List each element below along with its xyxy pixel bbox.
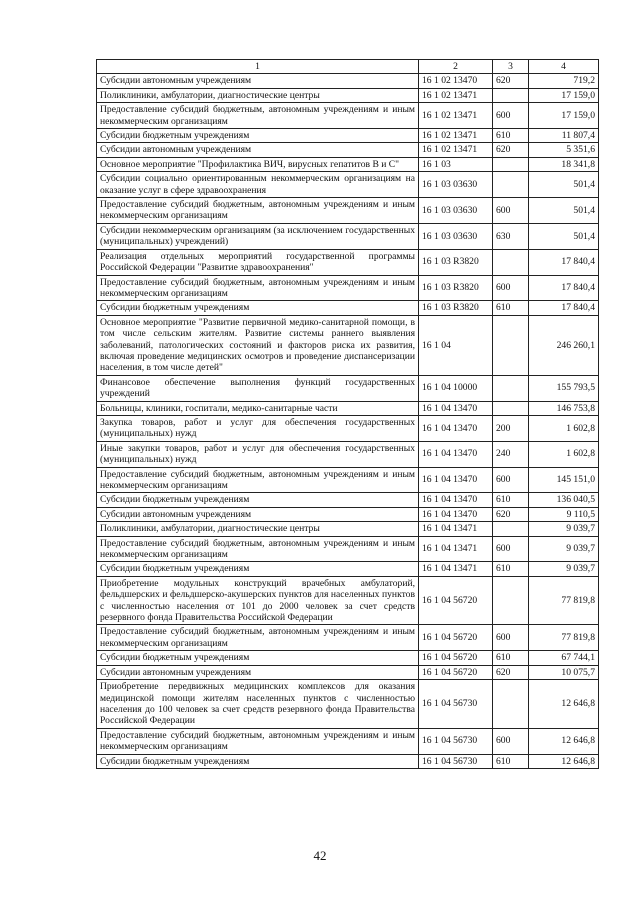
row-amount: 10 075,7 — [529, 665, 599, 679]
row-expense-type: 610 — [493, 129, 529, 143]
row-amount: 246 260,1 — [529, 315, 599, 375]
row-name: Основное мероприятие "Профилактика ВИЧ, вирусных гепатитов В и С" — [97, 157, 419, 171]
row-name: Субсидии автономным учреждениям — [97, 74, 419, 88]
row-code: 16 1 04 13471 — [419, 536, 493, 562]
header-col-3: 3 — [493, 60, 529, 74]
table-row — [97, 415, 599, 441]
header-col-2: 2 — [419, 60, 493, 74]
row-expense-type: 600 — [493, 103, 529, 129]
row-expense-type: 600 — [493, 198, 529, 224]
row-code: 16 1 03 03630 — [419, 198, 493, 224]
row-amount: 5 351,6 — [529, 143, 599, 157]
table-row — [97, 754, 599, 768]
row-name: Субсидии бюджетным учреждениям — [97, 754, 419, 768]
row-name: Субсидии бюджетным учреждениям — [97, 301, 419, 315]
table-row — [97, 249, 599, 275]
row-name: Субсидии некоммерческим организациям (за исключением государственных (муниципальных) учреждений) — [97, 223, 419, 249]
table-row — [97, 129, 599, 143]
row-code: 16 1 04 10000 — [419, 375, 493, 401]
row-expense-type — [493, 249, 529, 275]
row-name: Субсидии бюджетным учреждениям — [97, 129, 419, 143]
row-expense-type — [493, 401, 529, 415]
row-name: Закупка товаров, работ и услуг для обеспечения государственных (муниципальных) нужд — [97, 415, 419, 441]
row-code: 16 1 03 — [419, 157, 493, 171]
table-row — [97, 88, 599, 102]
row-name: Финансовое обеспечение выполнения функций государственных учреждений — [97, 375, 419, 401]
table-row — [97, 103, 599, 129]
row-name: Поликлиники, амбулатории, диагностические центры — [97, 522, 419, 536]
row-code: 16 1 04 13471 — [419, 522, 493, 536]
table-row — [97, 665, 599, 679]
row-expense-type: 610 — [493, 493, 529, 507]
header-col-1: 1 — [97, 60, 419, 74]
row-expense-type — [493, 576, 529, 625]
table-row — [97, 275, 599, 301]
table-row — [97, 536, 599, 562]
row-expense-type: 200 — [493, 415, 529, 441]
table-row — [97, 728, 599, 754]
row-expense-type: 600 — [493, 625, 529, 651]
row-name: Предоставление субсидий бюджетным, автономным учреждениям и иным некоммерческим организациям — [97, 275, 419, 301]
table-row — [97, 301, 599, 315]
row-amount: 17 840,4 — [529, 249, 599, 275]
row-code: 16 1 04 13470 — [419, 467, 493, 493]
row-amount: 136 040,5 — [529, 493, 599, 507]
row-expense-type: 620 — [493, 74, 529, 88]
row-name: Иные закупки товаров, работ и услуг для обеспечения государственных (муниципальных) нужд — [97, 441, 419, 467]
row-code: 16 1 04 13470 — [419, 401, 493, 415]
row-code: 16 1 02 13471 — [419, 88, 493, 102]
table-row — [97, 576, 599, 625]
row-amount: 17 159,0 — [529, 103, 599, 129]
table-row — [97, 562, 599, 576]
row-code: 16 1 04 56720 — [419, 625, 493, 651]
row-expense-type: 620 — [493, 665, 529, 679]
row-code: 16 1 04 — [419, 315, 493, 375]
row-amount: 18 341,8 — [529, 157, 599, 171]
row-name: Субсидии автономным учреждениям — [97, 143, 419, 157]
row-code: 16 1 03 03630 — [419, 223, 493, 249]
table-row — [97, 625, 599, 651]
row-code: 16 1 04 56730 — [419, 680, 493, 729]
row-expense-type — [493, 522, 529, 536]
row-amount: 12 646,8 — [529, 728, 599, 754]
row-expense-type — [493, 315, 529, 375]
row-expense-type: 600 — [493, 536, 529, 562]
row-name: Больницы, клиники, госпитали, медико-санитарные части — [97, 401, 419, 415]
row-code: 16 1 02 13471 — [419, 143, 493, 157]
row-code: 16 1 02 13471 — [419, 103, 493, 129]
row-expense-type: 610 — [493, 301, 529, 315]
row-name: Субсидии социально ориентированным некоммерческим организациям на оказание услуг в сфере здравоохранения — [97, 172, 419, 198]
row-name: Субсидии автономным учреждениям — [97, 507, 419, 521]
row-expense-type: 600 — [493, 728, 529, 754]
row-code: 16 1 04 13471 — [419, 562, 493, 576]
row-amount: 67 744,1 — [529, 651, 599, 665]
row-code: 16 1 04 13470 — [419, 415, 493, 441]
row-amount: 17 159,0 — [529, 88, 599, 102]
row-name: Предоставление субсидий бюджетным, автономным учреждениям и иным некоммерческим организациям — [97, 728, 419, 754]
row-amount: 9 039,7 — [529, 562, 599, 576]
table-row — [97, 522, 599, 536]
row-code: 16 1 04 13470 — [419, 507, 493, 521]
row-expense-type — [493, 172, 529, 198]
row-amount: 17 840,4 — [529, 275, 599, 301]
table-row — [97, 315, 599, 375]
row-expense-type: 610 — [493, 754, 529, 768]
table-row — [97, 74, 599, 88]
row-expense-type: 600 — [493, 467, 529, 493]
row-code: 16 1 04 56720 — [419, 665, 493, 679]
budget-table — [96, 59, 599, 769]
row-name: Предоставление субсидий бюджетным, автономным учреждениям и иным некоммерческим организациям — [97, 625, 419, 651]
row-name: Субсидии автономным учреждениям — [97, 665, 419, 679]
row-name: Предоставление субсидий бюджетным, автономным учреждениям и иным некоммерческим организациям — [97, 536, 419, 562]
row-expense-type: 630 — [493, 223, 529, 249]
table-row — [97, 375, 599, 401]
row-amount: 155 793,5 — [529, 375, 599, 401]
row-amount: 9 110,5 — [529, 507, 599, 521]
row-code: 16 1 04 56730 — [419, 754, 493, 768]
table-row — [97, 493, 599, 507]
row-code: 16 1 04 13470 — [419, 441, 493, 467]
row-amount: 77 819,8 — [529, 576, 599, 625]
row-expense-type — [493, 157, 529, 171]
row-amount: 11 807,4 — [529, 129, 599, 143]
table-row — [97, 223, 599, 249]
table-row — [97, 172, 599, 198]
row-amount: 9 039,7 — [529, 536, 599, 562]
row-name: Приобретение модульных конструкций врачебных амбулаторий, фельдшерских и фельдшерско-акушерских пунктов для населенных пунктов с численностью населения от 101 до 2000 человек за счет средств резервного фонда Правительства Российской Федерации — [97, 576, 419, 625]
table-row — [97, 467, 599, 493]
row-code: 16 1 02 13471 — [419, 129, 493, 143]
row-amount: 1 602,8 — [529, 415, 599, 441]
table-row — [97, 507, 599, 521]
row-name: Предоставление субсидий бюджетным, автономным учреждениям и иным некоммерческим организациям — [97, 467, 419, 493]
row-amount: 17 840,4 — [529, 301, 599, 315]
table-row — [97, 143, 599, 157]
table-row — [97, 651, 599, 665]
row-code: 16 1 04 13470 — [419, 493, 493, 507]
row-code: 16 1 03 03630 — [419, 172, 493, 198]
row-name: Предоставление субсидий бюджетным, автономным учреждениям и иным некоммерческим организациям — [97, 103, 419, 129]
row-code: 16 1 04 56730 — [419, 728, 493, 754]
table-row — [97, 680, 599, 729]
row-name: Субсидии бюджетным учреждениям — [97, 562, 419, 576]
row-name: Субсидии бюджетным учреждениям — [97, 493, 419, 507]
row-expense-type: 610 — [493, 651, 529, 665]
row-amount: 501,4 — [529, 198, 599, 224]
header-row — [97, 60, 599, 74]
row-code: 16 1 02 13470 — [419, 74, 493, 88]
row-name: Субсидии бюджетным учреждениям — [97, 651, 419, 665]
row-amount: 9 039,7 — [529, 522, 599, 536]
row-name: Предоставление субсидий бюджетным, автономным учреждениям и иным некоммерческим организациям — [97, 198, 419, 224]
row-expense-type: 240 — [493, 441, 529, 467]
page-number: 42 — [313, 848, 327, 863]
row-expense-type — [493, 375, 529, 401]
table-row — [97, 157, 599, 171]
header-col-4: 4 — [529, 60, 599, 74]
row-name: Реализация отдельных мероприятий государственной программы Российской Федерации "Развитие здравоохранения" — [97, 249, 419, 275]
row-expense-type — [493, 680, 529, 729]
row-amount: 719,2 — [529, 74, 599, 88]
row-expense-type — [493, 88, 529, 102]
row-amount: 501,4 — [529, 172, 599, 198]
row-code: 16 1 04 56720 — [419, 576, 493, 625]
row-amount: 501,4 — [529, 223, 599, 249]
row-name: Основное мероприятие "Развитие первичной медико-санитарной помощи, в том числе сельским жителям. Развитие системы раннего выявления заболеваний, патологических состояний и факторов риска их развития, включая проведение медицинских осмотров и проведение диспансеризации населения, в том числе детей" — [97, 315, 419, 375]
table-row — [97, 401, 599, 415]
table-row — [97, 198, 599, 224]
row-expense-type: 610 — [493, 562, 529, 576]
row-amount: 12 646,8 — [529, 754, 599, 768]
row-expense-type: 620 — [493, 143, 529, 157]
row-code: 16 1 04 56720 — [419, 651, 493, 665]
row-name: Приобретение передвижных медицинских комплексов для оказания медицинской помощи жителям населенных пунктов с численностью населения до 100 человек за счет средств резервного фонда Правительства Российской Федерации — [97, 680, 419, 729]
row-amount: 146 753,8 — [529, 401, 599, 415]
row-name: Поликлиники, амбулатории, диагностические центры — [97, 88, 419, 102]
row-expense-type: 620 — [493, 507, 529, 521]
row-code: 16 1 03 R3820 — [419, 249, 493, 275]
row-expense-type: 600 — [493, 275, 529, 301]
row-amount: 145 151,0 — [529, 467, 599, 493]
row-code: 16 1 03 R3820 — [419, 275, 493, 301]
row-amount: 12 646,8 — [529, 680, 599, 729]
row-amount: 1 602,8 — [529, 441, 599, 467]
row-code: 16 1 03 R3820 — [419, 301, 493, 315]
table-row — [97, 441, 599, 467]
row-amount: 77 819,8 — [529, 625, 599, 651]
